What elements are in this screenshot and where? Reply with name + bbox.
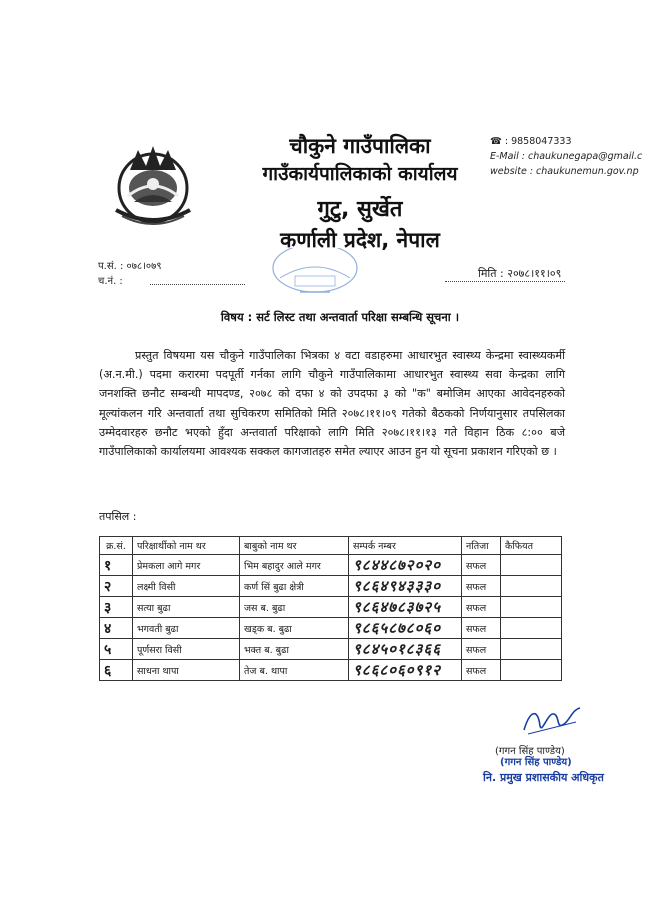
col-header-phone: सम्पर्क नम्बर bbox=[349, 537, 462, 555]
document-date: मिति : २०७८।११।०९ bbox=[478, 267, 562, 280]
row-candidate-name: पूर्णसरा विसी bbox=[133, 639, 240, 660]
contact-website-text: website : chaukunemun.gov.np bbox=[490, 166, 639, 177]
header-office-name: गाउँकार्यपालिकाको कार्यालय bbox=[262, 163, 458, 185]
row-father-name: भक्त ब. बुढा bbox=[240, 639, 349, 660]
header-municipality-name: चौकुने गाउँपालिका bbox=[289, 134, 431, 158]
notice-body bbox=[99, 346, 565, 461]
row-remark bbox=[501, 618, 562, 639]
row-serial: २ bbox=[100, 576, 133, 597]
table-row bbox=[100, 597, 562, 618]
row-father-name: खड्क ब. बुढा bbox=[240, 618, 349, 639]
row-remark bbox=[501, 555, 562, 576]
row-serial: ३ bbox=[100, 597, 133, 618]
row-remark bbox=[501, 597, 562, 618]
row-phone: ९८४४८७२०२० bbox=[349, 555, 462, 576]
table-row bbox=[100, 576, 562, 597]
header-location: गुटु, सुर्खेत bbox=[317, 197, 403, 222]
notice-body-paragraph: प्रस्तुत विषयमा यस चौकुने गाउँपालिका भित्रका ४ वटा वडाहरुमा आधारभुत स्वास्थ्य केन्द्रमा स्वास्थ्यकर्मी (अ.न.मी.) पदमा करारमा पदपूर्ती गर्नका लागि चौकुने गाउँपालिकामा आधारभुत स्वास्थ्य सवा केन्द्रका लागि जनशक्ति छनौट सम्बन्धी मापदण्ड, २०७८ को दफा ४ को उपदफा ३ को "क" बमोजिम आएका आवेदनहरुको मूल्यांकलन गरि अन्तवार्ता तथा सुचिकरण समितिको मिति २०७८।११।०९ गतेको बैठकको निर्णयानुसार तपसिलका उम्मेदवारहरु छनौट भएको हुँदा अन्तवार्ता परिक्षाको लागि मिति २०७८।११।१३ गते विहान ठिक ८:०० बजे गाउँपालिकाको कार्यालयमा आवश्यक सक्कल कागजातहरु समेत ल्याएर आउन हुन यो सूचना प्रकाशन गरिएको छ । bbox=[99, 349, 565, 459]
row-phone: ९८६५८७८०६० bbox=[349, 618, 462, 639]
table-row bbox=[100, 660, 562, 681]
row-remark bbox=[501, 660, 562, 681]
row-serial: ६ bbox=[100, 660, 133, 681]
row-phone: ९८४५०१८३६६ bbox=[349, 639, 462, 660]
col-header-father: बाबुको नाम थर bbox=[240, 537, 349, 555]
contact-website bbox=[490, 164, 662, 179]
row-result: सफल bbox=[462, 660, 501, 681]
contact-email bbox=[490, 149, 662, 164]
row-father-name: तेज ब. थापा bbox=[240, 660, 349, 681]
contact-phone: ☎ : 9858047333 bbox=[490, 136, 572, 147]
reference-number: प.सं. : ०७८।०७९ bbox=[98, 261, 162, 272]
signatory-title: नि. प्रमुख प्रशासकीय अधिकृत bbox=[483, 771, 604, 784]
table-body bbox=[100, 555, 562, 681]
col-header-remark: कैफियत bbox=[501, 537, 562, 555]
col-header-sn: क्र.सं. bbox=[100, 537, 133, 555]
row-serial: ४ bbox=[100, 618, 133, 639]
row-serial: १ bbox=[100, 555, 133, 576]
row-father-name: कर्ण सिं बुढा क्षेत्री bbox=[240, 576, 349, 597]
row-candidate-name: साधना थापा bbox=[133, 660, 240, 681]
table-header-row bbox=[100, 537, 562, 555]
contact-block bbox=[490, 134, 662, 179]
signatory-name-stamp: (गगन सिंह पाण्डेय) bbox=[500, 757, 572, 768]
row-remark bbox=[501, 576, 562, 597]
row-result: सफल bbox=[462, 618, 501, 639]
row-phone: ९८६४७८३७२५ bbox=[349, 597, 462, 618]
shortlist-table bbox=[99, 536, 562, 681]
col-header-result: नतिजा bbox=[462, 537, 501, 555]
signatory-name: (गगन सिंह पाण्डेय) bbox=[495, 746, 565, 757]
row-candidate-name: सत्या बुढा bbox=[133, 597, 240, 618]
row-serial: ५ bbox=[100, 639, 133, 660]
signature bbox=[520, 700, 585, 740]
details-label: तपसिल : bbox=[99, 510, 137, 523]
col-header-name: परिक्षार्थीको नाम थर bbox=[133, 537, 240, 555]
row-father-name: भिम बहादुर आले मगर bbox=[240, 555, 349, 576]
row-phone: ९८६८०६०९१२ bbox=[349, 660, 462, 681]
row-father-name: जस ब. बुढा bbox=[240, 597, 349, 618]
row-result: सफल bbox=[462, 639, 501, 660]
row-candidate-name: भगवती बुढा bbox=[133, 618, 240, 639]
row-remark bbox=[501, 639, 562, 660]
office-stamp bbox=[270, 248, 360, 298]
subject-line: विषय : सर्ट लिस्ट तथा अन्तवार्ता परिक्षा सम्बन्धि सूचना । bbox=[220, 310, 460, 324]
table-row bbox=[100, 639, 562, 660]
row-result: सफल bbox=[462, 555, 501, 576]
row-candidate-name: लक्ष्मी विसी bbox=[133, 576, 240, 597]
dispatch-number: च.नं. : bbox=[98, 276, 123, 287]
row-result: सफल bbox=[462, 597, 501, 618]
dispatch-number-line bbox=[150, 284, 245, 285]
date-line bbox=[445, 281, 565, 282]
table-row bbox=[100, 618, 562, 639]
nepal-emblem-logo bbox=[108, 140, 198, 226]
row-candidate-name: प्रेमकला आगे मगर bbox=[133, 555, 240, 576]
table-row bbox=[100, 555, 562, 576]
header-province: कर्णाली प्रदेश, नेपाल bbox=[280, 228, 440, 252]
contact-email-text: E-Mail : chaukunegapa@gmail.c bbox=[490, 151, 643, 162]
row-phone: ९८६४९४३३३० bbox=[349, 576, 462, 597]
row-result: सफल bbox=[462, 576, 501, 597]
